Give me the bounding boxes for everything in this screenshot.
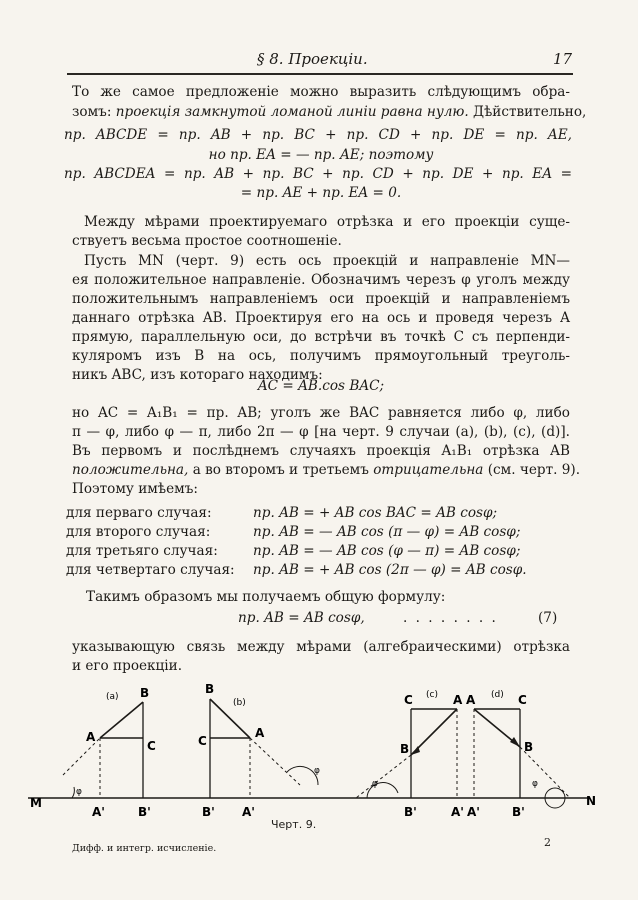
case-label: (b) [233, 698, 246, 708]
case-a [63, 686, 156, 819]
point-label: A [453, 693, 463, 707]
point-label: A [466, 693, 476, 707]
header-rule [67, 73, 573, 75]
formula-line: пр. ABCDEA = пр. AB + пр. BC + пр. CD + пр. DE + пр. EA = [64, 166, 572, 182]
point-label: B' [404, 805, 417, 819]
point-label: C [518, 693, 527, 707]
point-label: A [255, 726, 265, 740]
axis-label-n: N [586, 794, 597, 808]
text-line: даннаго отрѣзка AB. Проектируя его на ось и проведя черезъ A [72, 310, 570, 326]
text-line: никъ ABC, изъ котораго находимъ: [72, 367, 323, 383]
point-label: C [198, 734, 207, 748]
formula-line: = пр. AE + пр. EA = 0. [240, 185, 402, 201]
running-header: § 8. Проекціи. [257, 50, 368, 68]
point-label: B [140, 686, 150, 700]
leader-dots: . . . . . . . . [403, 610, 498, 626]
emphasis-text: отрицательна [373, 462, 484, 478]
text-line [72, 104, 587, 120]
case-d [466, 690, 570, 819]
text-line: ствуетъ весьма простое соотношеніе. [72, 233, 342, 249]
text-line: Между мѣрами проектируемаго отрѣзка и его проекціи суще- [84, 214, 570, 230]
point-label: A' [242, 805, 255, 819]
figure-caption: Черт. 9. [271, 818, 317, 831]
text-line: Такимъ образомъ мы получаемъ общую формулу: [86, 589, 446, 605]
text-line: кулярoмъ изъ B на ось, получимъ прямоугольный треуголь- [72, 348, 570, 364]
point-label: B' [202, 805, 215, 819]
text-line: указывающую связь между мѣрами (алгебраическими) отрѣзка [72, 639, 570, 655]
angle-label: φ [372, 779, 378, 789]
case-label: для четвертаго случая: [66, 562, 235, 578]
figure-9 [0, 675, 638, 835]
text-line: и его проекціи. [72, 658, 183, 674]
text-line [72, 462, 581, 478]
angle-label: φ [76, 787, 82, 797]
formula-line: пр. ABCDE = пр. AB + пр. BC + пр. CD + пр. DE = пр. AE, [64, 127, 572, 143]
text-line: Поэтому имѣемъ: [72, 481, 198, 497]
point-label: C [147, 739, 156, 753]
case-label: (c) [426, 690, 438, 700]
text-span: Дѣйствительно, [473, 104, 587, 120]
emphasis-text: проекція замкнутой ломаной линіи равна нулю. [115, 104, 469, 120]
text-line: Пусть MN (черт. 9) есть ось проекцій и направленіе MN— [84, 253, 570, 269]
case-label: для третьяго случая: [66, 543, 218, 559]
text-span: зомъ: [72, 104, 112, 120]
point-label: A' [451, 805, 464, 819]
point-label: B' [138, 805, 151, 819]
footer-signature: Дифф. и интегр. исчисленіе. [72, 843, 217, 854]
text-line: но AC = A₁B₁ = пр. AB; уголъ же BAC равняется либо φ, либо [72, 405, 570, 421]
formula-line: пр. AB = AB cosφ, [238, 610, 365, 626]
case-formula: пр. AB = + AB cos BAC = AB cosφ; [253, 505, 498, 521]
case-label: для перваго случая: [66, 505, 212, 521]
emphasis-text: положительна, [72, 462, 189, 478]
point-label: A' [92, 805, 105, 819]
point-label: C [404, 693, 413, 707]
case-label: (a) [106, 692, 119, 702]
point-label: A' [467, 805, 480, 819]
case-formula: пр. AB = + AB cos (2π — φ) = AB cosφ. [253, 562, 527, 578]
text-span: а во второмъ и третьемъ [192, 462, 369, 478]
point-label: A [86, 730, 96, 744]
text-line: положительнымъ направленіемъ оси проекцій и направленіемъ [72, 291, 570, 307]
page-number: 17 [553, 50, 573, 68]
case-label: (d) [491, 690, 504, 700]
case-label: для второго случая: [66, 524, 211, 540]
equation-number: (7) [538, 610, 558, 626]
text-line: Въ первомъ и послѣднемъ случаяхъ проекція A₁B₁ отрѣзка AB [72, 443, 570, 459]
point-label: B [524, 740, 534, 754]
text-line: прямую, параллельную оси, до встрѣчи въ точкѣ C съ перпенди- [72, 329, 570, 345]
point-label: B [205, 682, 215, 696]
axis-label-m: M [30, 796, 42, 810]
text-span: (см. черт. 9). [487, 462, 581, 478]
case-c [356, 690, 464, 819]
formula-line: AC = AB.cos BAC; [257, 378, 385, 394]
angle-label: φ [532, 779, 538, 789]
text-line: ея положительное направленіе. Обозначимъ черезъ φ уголъ между [72, 272, 570, 288]
signature-mark: 2 [544, 836, 551, 849]
text-line: То же самое предложеніе можно выразить слѣдующимъ обра- [72, 84, 570, 100]
point-label: B [400, 742, 410, 756]
formula-line: но пр. EA = — пр. AE; поэтому [208, 147, 434, 163]
text-line: π — φ, либо φ — π, либо 2π — φ [на черт. 9 случаи (a), (b), (c), (d)]. [72, 424, 570, 440]
case-formula: пр. AB = — AB cos (π — φ) = AB cosφ; [253, 524, 521, 540]
point-label: B' [512, 805, 525, 819]
case-formula: пр. AB = — AB cos (φ — π) = AB cosφ; [253, 543, 521, 559]
angle-label: φ [314, 766, 320, 776]
